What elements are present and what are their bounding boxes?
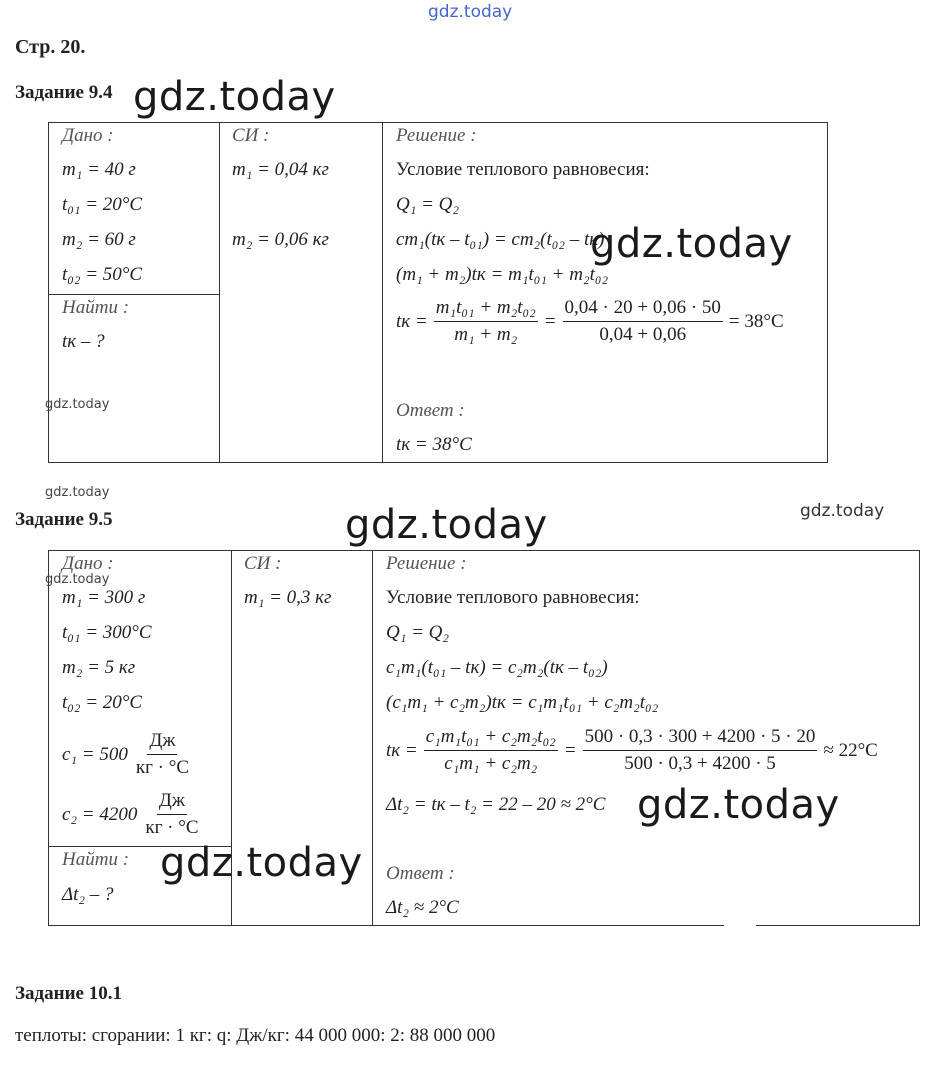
task-9-5-given-c2 [62, 790, 199, 839]
c1-unit [136, 730, 189, 779]
task-9-5-si-header: СИ : [244, 553, 282, 574]
task-9-4-find-header: Найти : [62, 297, 130, 318]
task-9-4-si-m2: m₂ = 0,06 кг [232, 229, 329, 250]
task-9-4-si-m1: m₁ = 0,04 кг [232, 159, 329, 180]
task-9-5-solution-line-1: Условие теплового равновесия: [386, 587, 640, 608]
task-9-5-given-t02: t₀₂ = 20°C [62, 692, 143, 713]
task-9-4-si-header: СИ : [232, 125, 270, 146]
task-9-4-find: tк – ? [62, 331, 105, 352]
c1-value: c₁ = 500 [62, 743, 128, 765]
task-9-4-solution-line-4: (m₁ + m₂)tк = m₁t₀₁ + m₂t₀₂ [396, 264, 609, 285]
task-9-5-si-m1: m₁ = 0,3 кг [244, 587, 332, 608]
task-9-4-solution-line-3: cm₁(tк – t₀₁) = cm₂(t₀₂ – tк) [396, 229, 605, 250]
task-9-4-answer: tк = 38°C [396, 434, 472, 455]
page-title: Стр. 20. [15, 36, 86, 58]
fraction-numerator: 500 · 0,3 · 300 + 4200 · 5 · 20 [583, 726, 818, 751]
task-9-5-given-header: Дано : [62, 553, 114, 574]
task-9-5-solution-line-2: Q₁ = Q₂ [386, 622, 449, 643]
watermark-small: gdz.today [45, 485, 110, 500]
task-9-5-delta-line: Δt₂ = tк – t₂ = 22 – 20 ≈ 2°C [386, 794, 606, 815]
task-9-4-given-m2: m₂ = 60 г [62, 229, 136, 250]
task-9-4-given-t01: t₀₁ = 20°C [62, 194, 143, 215]
fraction-denominator: m₁ + m₂ [454, 324, 518, 345]
task-9-4-given-m1: m₁ = 40 г [62, 159, 136, 180]
watermark-large: gdz.today [637, 782, 840, 828]
task-9-5-answer-header: Ответ : [386, 863, 455, 884]
formula-fraction-numeric [583, 726, 818, 775]
watermark-large: gdz.today [160, 840, 363, 886]
task-9-4-solution-line-1: Условие теплового равновесия: [396, 159, 650, 180]
fraction-numerator: c₁m₁t₀₁ + c₂m₂t₀₂ [424, 726, 558, 751]
watermark-large: gdz.today [345, 502, 548, 548]
formula-fraction-symbolic [424, 726, 558, 775]
task-9-5-answer: Δt₂ ≈ 2°C [386, 897, 459, 918]
task-9-5-solution-header: Решение : [386, 553, 467, 574]
fraction-denominator: 0,04 + 0,06 [599, 324, 687, 345]
formula-fraction-symbolic [434, 297, 538, 346]
formula-lhs: tк = [396, 310, 428, 332]
unit-denominator: кг · °C [135, 757, 189, 778]
task-9-5-given-m2: m₂ = 5 кг [62, 657, 136, 678]
formula-result: ≈ 22°C [823, 739, 878, 761]
task-9-4-solution-line-2: Q₁ = Q₂ [396, 194, 459, 215]
formula-equals: = [543, 310, 557, 332]
task-9-4-answer-header: Ответ : [396, 400, 465, 421]
c2-value: c₂ = 4200 [62, 803, 138, 825]
fraction-denominator: 500 · 0,3 + 4200 · 5 [624, 753, 776, 774]
fraction-numerator: m₁t₀₁ + m₂t₀₂ [434, 297, 538, 322]
watermark-top: gdz.today [428, 2, 513, 22]
formula-lhs: tк = [386, 739, 418, 761]
watermark-large: gdz.today [133, 74, 336, 120]
watermark-small: gdz.today [45, 572, 110, 587]
task-9-5-find: Δt₂ – ? [62, 884, 114, 905]
task-9-5-find-header: Найти : [62, 849, 130, 870]
unit-numerator: Дж [157, 790, 187, 815]
task-9-5-formula [386, 726, 878, 775]
task-10-1-text: теплоты: сгорании: 1 кг: q: Дж/кг: 44 000 000: 2: 88 000 000 [15, 1025, 496, 1046]
task-9-5-given-t01: t₀₁ = 300°C [62, 622, 152, 643]
watermark-small: gdz.today [45, 397, 110, 412]
unit-numerator: Дж [147, 730, 177, 755]
formula-result: = 38°C [728, 310, 784, 332]
task-9-4-heading: Задание 9.4 [15, 82, 113, 103]
formula-equals: = [563, 739, 577, 761]
watermark-medium: gdz.today [800, 501, 885, 521]
task-9-5-solution-line-4: (c₁m₁ + c₂m₂)tк = c₁m₁t₀₁ + c₂m₂t₀₂ [386, 692, 659, 713]
task-10-1-heading: Задание 10.1 [15, 983, 122, 1004]
watermark-large: gdz.today [590, 221, 793, 267]
fraction-denominator: c₁m₁ + c₂m₂ [444, 753, 538, 774]
task-9-4-given-header: Дано : [62, 125, 114, 146]
task-9-4-formula [396, 297, 784, 346]
task-9-4-solution-header: Решение : [396, 125, 477, 146]
formula-fraction-numeric [563, 297, 723, 346]
c2-unit [145, 790, 198, 839]
task-9-5-given-m1: m₁ = 300 г [62, 587, 146, 608]
task-9-5-heading: Задание 9.5 [15, 509, 113, 530]
unit-denominator: кг · °C [145, 817, 199, 838]
task-9-5-given-c1 [62, 730, 189, 779]
fraction-numerator: 0,04 · 20 + 0,06 · 50 [563, 297, 723, 322]
task-9-5-solution-line-3: c₁m₁(t₀₁ – tк) = c₂m₂(tк – t₀₂) [386, 657, 608, 678]
task-9-4-given-t02: t₀₂ = 50°C [62, 264, 143, 285]
